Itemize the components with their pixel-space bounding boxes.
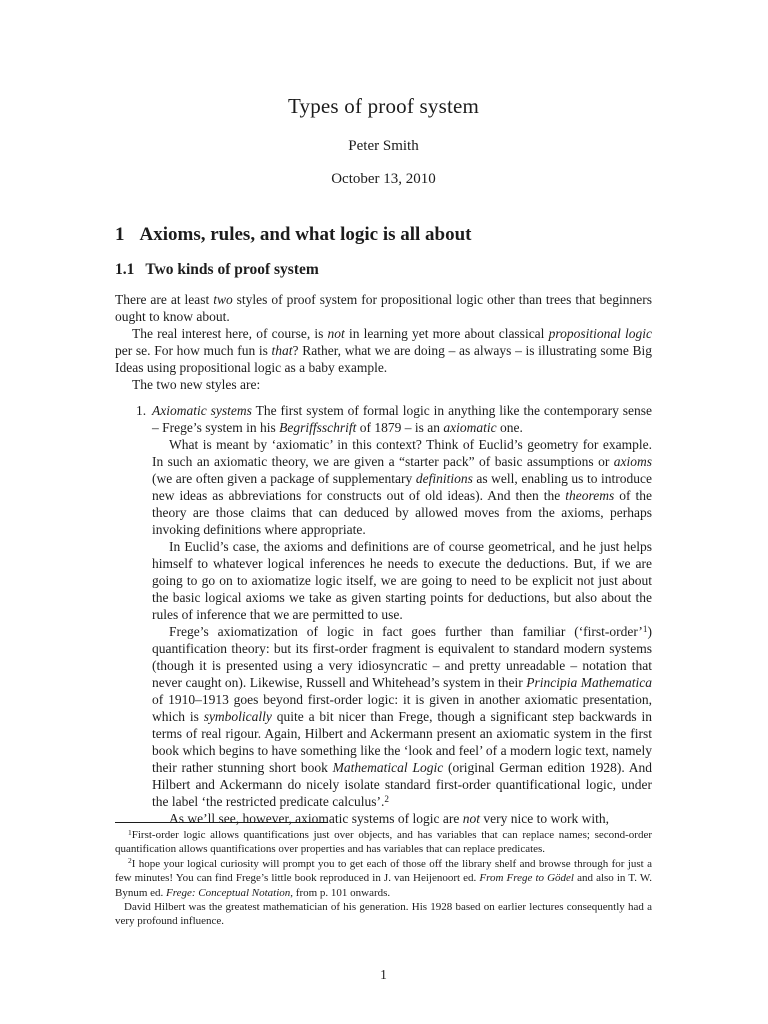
list-paragraph-1: Axiomatic systems The first system of formal logic in anything like the contemporary sense – Frege’s system in his Begriffsschrift of 1879 – is an axiomatic one. [152,403,653,436]
paragraph-intro-1: There are at least two styles of proof system for propositional logic other than trees that beginners ought to know about. [115,292,652,325]
list-paragraph-2: What is meant by ‘axiomatic’ in this context? Think of Euclid’s geometry for example. In such an axiomatic theory, we are given a “starter pack” of basic assumptions or axioms (we are often given a package of supplementary definitions as well, enabling us to introduce new ideas as abbreviations for constructs out of old ideas). And then the theorems of the theory are those claims that can deduced by allowed moves from the axioms, perhaps invoking definitions where appropriate. [152,437,652,538]
doc-author: Peter Smith [348,138,419,155]
list-paragraph-5: As we’ll see, however, axiomatic systems of logic are not very nice to work with, [169,811,609,827]
subsection-title: Two kinds of proof system [145,261,319,279]
list-paragraph-4: Frege’s axiomatization of logic in fact goes further than familiar (‘first-order’$^1$) quantification theory: but its first-order fragment is equivalent to standard modern systems (though it is presented using a very idiosyncratic – and pretty unreadable – notation that never caught on). Likewise, Russell and Whitehead’s system in their Principia Mathematica of 1910–1913 goes beyond first-order logic: it is given in another axiomatic presentation, which is symbolically quite a bit nicer than Frege, though a significant step backwards in terms of real rigour. Again, Hilbert and Ackermann present an axiomatic system in the first book which begins to have something like the ‘look and feel’ of a modern logic text, namely their rather stunning short book Mathematical Logic (original German edition 1928). And Hilbert and Ackermann do nicely isolate standard first-order quantificational logic, under the label ‘the restricted predicate calculus’.$^2$ [152,623,653,810]
section-heading [115,225,652,246]
paragraph-intro-3: The two new styles are: [132,377,261,393]
paragraph-intro-2: The real interest here, of course, is not in learning yet more about classical propositional logic per se. For how much fun is that? Rather, what we are doing – as always – is illustrating some Big Ideas using propositional logic as a baby example. [115,326,653,376]
doc-date: October 13, 2010 [331,171,436,188]
footnote-2: $^2$I hope your logical curiosity will prompt you to get each of those off the library shelf and browse through for just a few minutes! You can find Frege’s little book reproduced in J. van Heijenoort ed. From Frege to Gödel and also in T. W. Bynum ed. Frege: Conceptual Notation, from p. 101 onwards. [115,856,653,899]
subsection-heading [115,261,652,278]
section-number: 1 [115,224,125,246]
list-item-number: 1. [136,403,147,419]
list-paragraph-3: In Euclid’s case, the axioms and definitions are of course geometrical, and he just helps himself to whatever logical inferences he needs to execute the deductions. But, if we are going to go on to axiomatize logic itself, we are going to need to be explicit not just about the basic logical axioms we take as given starting points for deductions, but also about the rules of inference that we are permitted to use. [152,539,652,623]
doc-title: Types of proof system [287,94,480,118]
footnotes-section [115,822,652,929]
subsection-number: 1.1 [115,261,135,279]
footnote-2-continuation: David Hilbert was the greatest mathematician of his generation. His 1928 based on earlier lectures consequently had a very profound influence. [115,901,652,928]
list-item-body [152,402,652,827]
page-number: 1 [380,967,387,982]
list-item-1 [115,402,652,827]
text-block [115,0,652,827]
footnote-1: $^1$First-order logic allows quantifications just over objects, and has variables that can replace names; second-order quantification allows quantifications over properties and has variables that can replace predicates. [115,827,652,856]
section-title: Axioms, rules, and what logic is all about [139,224,472,246]
footnote-rule [115,822,328,823]
